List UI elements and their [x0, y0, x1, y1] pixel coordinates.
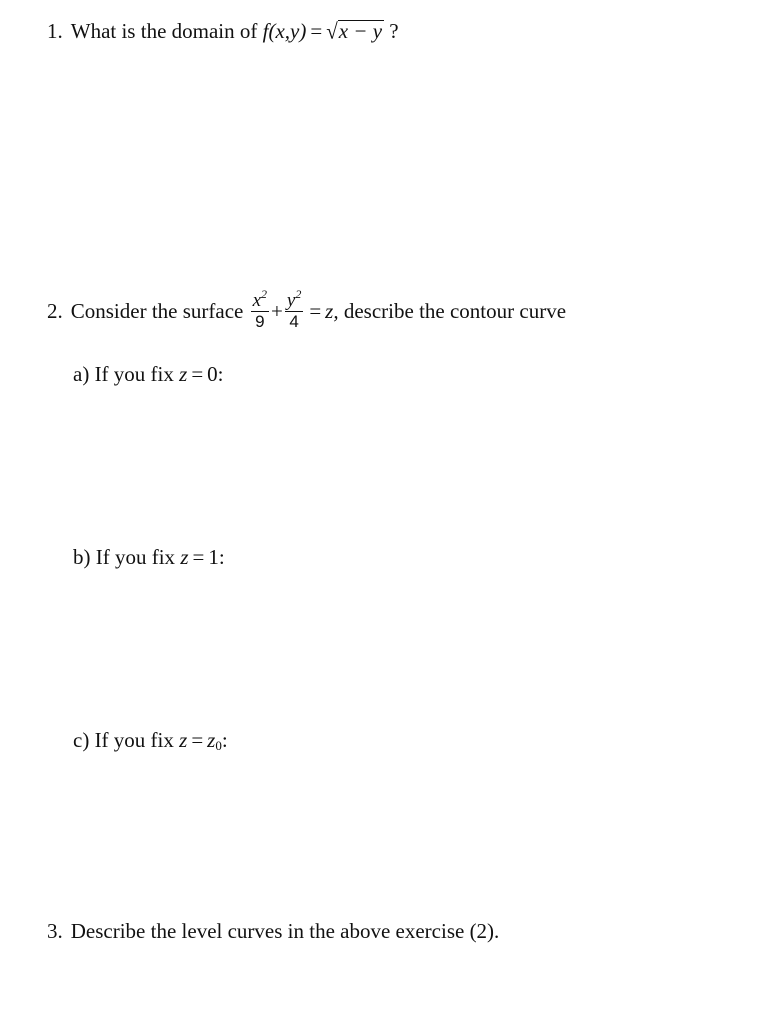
question-2b-value: 1: [208, 545, 225, 569]
fraction-1-numerator-exp: 2 [261, 286, 268, 301]
fraction-1-numerator [251, 286, 269, 311]
question-1-sqrt [326, 19, 384, 43]
question-2c-value-sub: 0 [215, 738, 222, 753]
fraction-2-numerator [285, 286, 303, 311]
question-1-function-args: (x,y) [268, 19, 307, 43]
question-2b [73, 545, 225, 569]
question-2b-var: z [180, 545, 189, 569]
fraction-x-squared-over-9 [251, 286, 269, 332]
question-2a-equals: = [191, 362, 204, 386]
question-2 [47, 286, 566, 336]
question-2-number: 2. [47, 299, 63, 323]
question-1-radicand: x − y [338, 19, 383, 43]
question-2c [73, 728, 228, 752]
fraction-2-numerator-exp: 2 [295, 286, 302, 301]
question-2a-prefix: a) If you fix [73, 362, 174, 386]
question-1-text: What is the domain of [70, 19, 258, 43]
question-2-equals: = [309, 299, 322, 323]
question-3-text: Describe the level curves in the above exercise (2). [70, 919, 500, 943]
question-2c-prefix: c) If you fix [73, 728, 174, 752]
question-1 [47, 19, 399, 43]
question-1-number: 1. [47, 19, 63, 43]
question-2c-value-var: z [207, 728, 216, 752]
question-2-text: Consider the surface [70, 299, 244, 323]
question-2a [73, 362, 224, 386]
fraction-1-numerator-var: x [252, 289, 262, 311]
question-2b-prefix: b) If you fix [73, 545, 176, 569]
question-2a-value: 0: [207, 362, 224, 386]
question-3-number: 3. [47, 919, 63, 943]
question-2b-equals: = [192, 545, 205, 569]
question-2c-colon: : [221, 728, 228, 752]
plus-sign: + [271, 299, 283, 323]
sqrt-symbol: √ [326, 18, 338, 44]
question-1-question-mark: ? [389, 19, 399, 43]
fraction-y-squared-over-4 [285, 286, 303, 332]
question-1-function-name: f [262, 19, 269, 43]
question-3 [47, 919, 499, 943]
question-2-tail: describe the contour curve [343, 299, 567, 323]
question-2a-var: z [179, 362, 188, 386]
question-2c-var: z [179, 728, 188, 752]
fraction-2-numerator-var: y [286, 289, 296, 311]
question-1-equals: = [310, 19, 323, 43]
fraction-2-denominator: 4 [285, 311, 303, 332]
question-2-rhs: z, [325, 299, 339, 323]
question-2c-equals: = [191, 728, 204, 752]
fraction-1-denominator: 9 [251, 311, 269, 332]
